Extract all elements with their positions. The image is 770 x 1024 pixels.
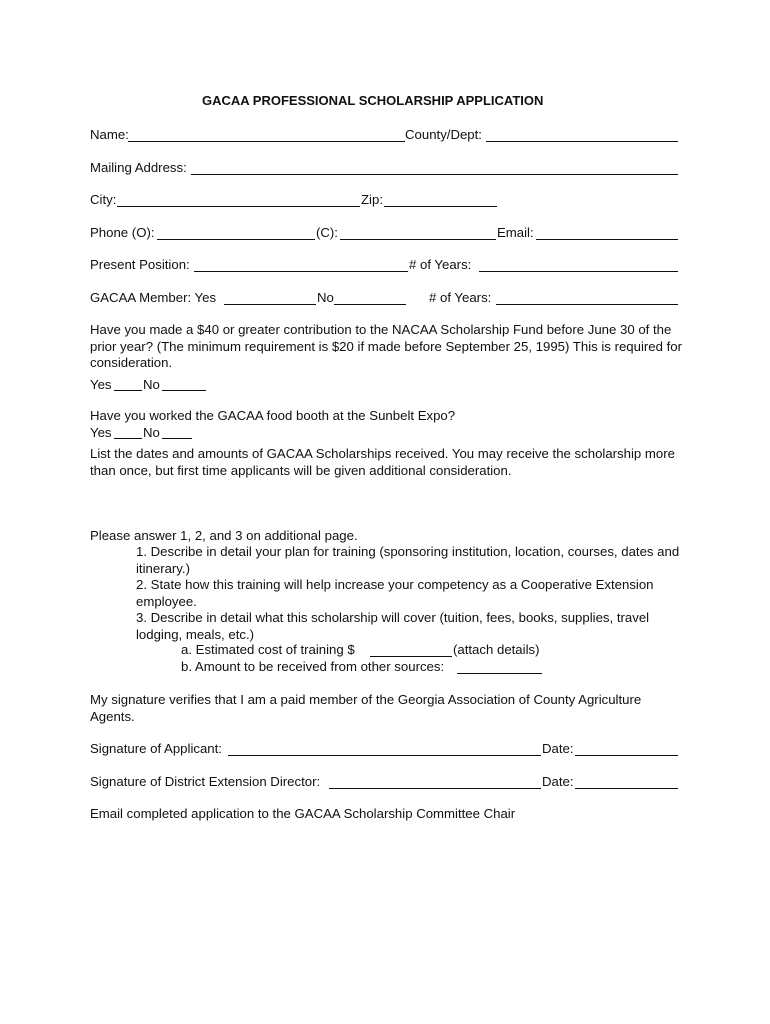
present-position-label: Present Position: (90, 257, 190, 272)
form-title: GACAA PROFESSIONAL SCHOLARSHIP APPLICATION (202, 93, 544, 108)
director-signature-label: Signature of District Extension Director: (90, 774, 321, 789)
member-years-label: # of Years: (429, 290, 492, 305)
position-years-field[interactable] (479, 271, 678, 272)
member-no-label: No (317, 290, 334, 305)
city-label: City: (90, 192, 117, 207)
phone-cell-field[interactable] (340, 239, 496, 240)
additional-page-instructions: Please answer 1, 2, and 3 on additional page. (90, 528, 358, 543)
city-field[interactable] (117, 206, 360, 207)
zip-label: Zip: (361, 192, 383, 207)
position-years-label: # of Years: (409, 257, 472, 272)
instruction-item-3: 3. Describe in detail what this scholarship will cover (tuition, fees, books, supplies, travel lodging, meals, etc.) (136, 610, 650, 642)
name-label: Name: (90, 127, 129, 142)
member-yes-field[interactable] (224, 304, 316, 305)
phone-office-field[interactable] (157, 239, 315, 240)
county-label: County/Dept: (405, 127, 482, 142)
other-sources-label: b. Amount to be received from other sources: (181, 659, 445, 674)
booth-no-label: No (143, 425, 160, 440)
attach-details-note: (attach details) (453, 642, 540, 657)
contribution-yes-field[interactable] (114, 390, 142, 391)
mailing-address-field[interactable] (191, 174, 678, 175)
applicant-date-field[interactable] (575, 755, 678, 756)
booth-question: Have you worked the GACAA food booth at the Sunbelt Expo? (90, 408, 456, 423)
county-field[interactable] (486, 141, 678, 142)
booth-yes-field[interactable] (114, 438, 142, 439)
mailing-address-label: Mailing Address: (90, 160, 187, 175)
phone-cell-label: (C): (316, 225, 338, 240)
director-date-field[interactable] (575, 788, 678, 789)
applicant-date-label: Date: (542, 741, 574, 756)
submission-instructions: Email completed application to the GACAA Scholarship Committee Chair (90, 806, 516, 821)
director-date-label: Date: (542, 774, 574, 789)
member-years-field[interactable] (496, 304, 678, 305)
director-signature-field[interactable] (329, 788, 541, 789)
contribution-no-field[interactable] (162, 390, 206, 391)
other-sources-field[interactable] (457, 673, 542, 674)
applicant-signature-label: Signature of Applicant: (90, 741, 222, 756)
scholarship-history-instructions: List the dates and amounts of GACAA Scholarships received. You may receive the scholarship more than once, but first time applicants will be given additional consideration. (90, 446, 675, 478)
contribution-yes-label: Yes (90, 377, 112, 392)
estimated-cost-field[interactable] (370, 656, 452, 657)
member-yes-label: GACAA Member: Yes (90, 290, 217, 305)
estimated-cost-label: a. Estimated cost of training $ (181, 642, 355, 657)
phone-office-label: Phone (O): (90, 225, 155, 240)
present-position-field[interactable] (194, 271, 408, 272)
booth-no-field[interactable] (162, 438, 192, 439)
contribution-question: Have you made a $40 or greater contribution to the NACAA Scholarship Fund before June 30 of the prior year? (The minimum requirement is $20 if made before September 25, 1995) This is required for consideration. (90, 322, 683, 370)
membership-verification-statement: My signature verifies that I am a paid member of the Georgia Association of County Agriculture Agents. (90, 692, 642, 724)
email-field[interactable] (536, 239, 678, 240)
booth-yes-label: Yes (90, 425, 112, 440)
member-no-field[interactable] (334, 304, 406, 305)
contribution-no-label: No (143, 377, 160, 392)
email-label: Email: (497, 225, 534, 240)
instruction-item-1: 1. Describe in detail your plan for training (sponsoring institution, location, courses, dates and itinerary.) (136, 544, 680, 576)
name-field[interactable] (128, 141, 405, 142)
applicant-signature-field[interactable] (228, 755, 541, 756)
instruction-item-2: 2. State how this training will help increase your competency as a Cooperative Extension employee. (136, 577, 654, 609)
zip-field[interactable] (384, 206, 497, 207)
